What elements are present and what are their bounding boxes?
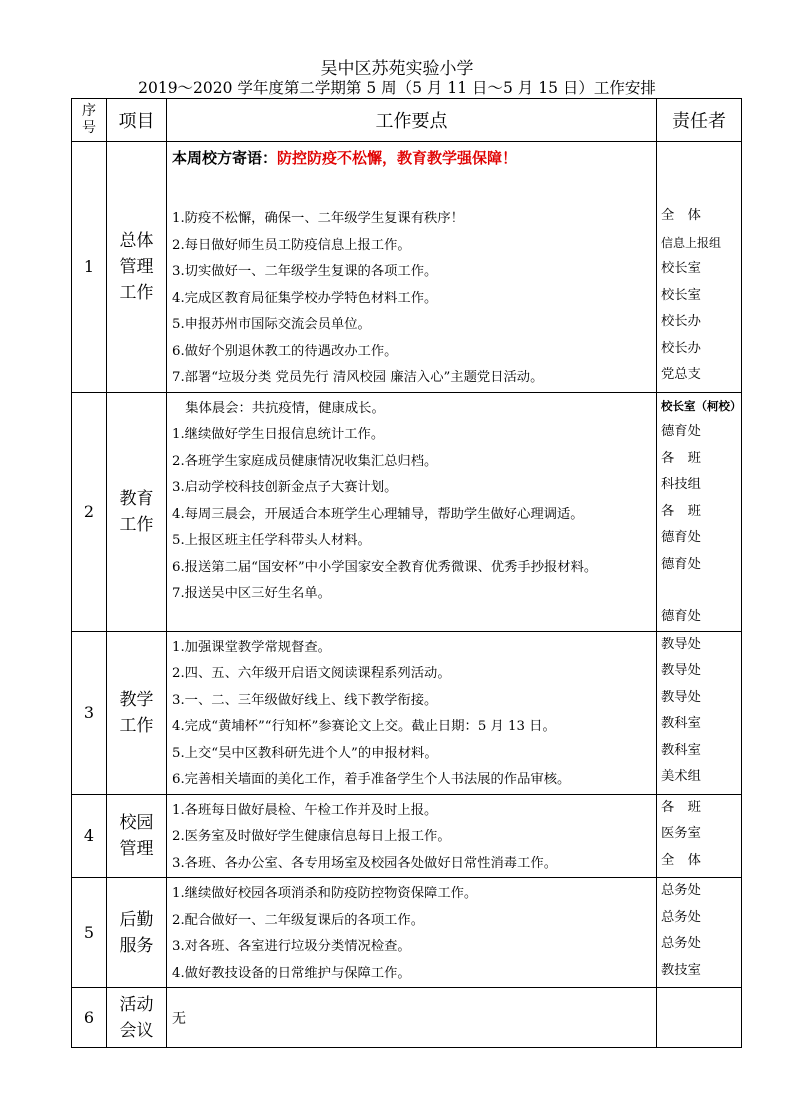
owner: 全 体 <box>661 852 701 868</box>
owner: 各 班 <box>661 450 701 466</box>
row-owners <box>657 988 742 1048</box>
row-number: 5 <box>72 878 107 988</box>
row-owners <box>657 631 742 794</box>
owner: 科技组 <box>661 477 701 492</box>
row-category <box>107 631 167 794</box>
owner: 各 班 <box>661 503 701 519</box>
school-title: 吴中区苏苑实验小学 <box>320 59 474 79</box>
list-item: 7.报送吴中区三好生名单。 <box>172 585 331 601</box>
row-category-label: 后勤 服务 <box>119 909 154 956</box>
row-category <box>107 988 167 1048</box>
header-points: 工作要点 <box>167 99 657 142</box>
row-category-label: 总体 管理 工作 <box>119 230 154 303</box>
table-row <box>72 794 742 878</box>
row-items <box>167 142 657 393</box>
header-seq: 序 号 <box>72 99 107 142</box>
owner: 校长室 <box>661 261 701 276</box>
list-item: 3.切实做好一、二年级学生复课的各项工作。 <box>172 264 438 279</box>
header-project: 项目 <box>107 99 167 142</box>
table-header-row <box>72 99 742 142</box>
list-item: 2.每日做好师生员工防疫信息上报工作。 <box>172 237 411 253</box>
row-category-label: 校园 管理 <box>119 812 154 859</box>
list-item: 6.报送第二届“国安杯”中小学国家安全教育优秀微课、优秀手抄报材料。 <box>172 559 598 575</box>
owner: 德育处 <box>661 556 701 572</box>
list-item: 2.医务室及时做好学生健康信息每日上报工作。 <box>172 829 451 844</box>
owner: 校长办 <box>661 340 701 356</box>
motto-text: 防控防疫不松懈，教育教学强保障！ <box>277 149 518 167</box>
row-category <box>107 794 167 878</box>
list-item: 6.做好个别退休教工的待遇改办工作。 <box>172 343 398 359</box>
row-items <box>167 631 657 794</box>
list-item: 2.各班学生家庭成员健康情况收集汇总归档。 <box>172 453 438 469</box>
motto-label: 本周校方寄语： <box>172 149 278 167</box>
header-owner: 责任者 <box>657 99 742 142</box>
row-category <box>107 392 167 631</box>
owner: 教科室 <box>661 742 701 758</box>
owner: 教导处 <box>661 689 701 705</box>
row-category <box>107 142 167 393</box>
list-item: 1.继续做好校园各项消杀和防疫防控物资保障工作。 <box>172 886 478 901</box>
list-item: 3.一、二、三年级做好线上、线下教学衔接。 <box>172 692 438 708</box>
owner: 教导处 <box>661 663 701 678</box>
table-row <box>72 631 742 794</box>
owner: 总务处 <box>661 883 701 898</box>
list-item: 4.每周三晨会，开展适合本班学生心理辅导，帮助学生做好心理调适。 <box>172 506 584 522</box>
owner: 校长办 <box>661 314 701 329</box>
list-item: 1.防疫不松懈，确保一、二年级学生复课有秩序！ <box>172 211 464 226</box>
row-number: 4 <box>72 794 107 878</box>
table-row <box>72 878 742 988</box>
list-item: 集体晨会：共抗疫情，健康成长。 <box>172 400 385 416</box>
owner: 教技室 <box>661 962 701 978</box>
owner: 校长室 <box>661 287 701 303</box>
list-item: 5.上交“吴中区教科研先进个人”的申报材料。 <box>172 745 438 761</box>
row-items <box>167 988 657 1048</box>
row-category-label: 教育 工作 <box>119 488 154 535</box>
list-item: 1.各班每日做好晨检、午检工作并及时上报。 <box>172 802 438 818</box>
list-item: 2.四、五、六年级开启语文阅读课程系列活动。 <box>172 666 451 681</box>
row-items <box>167 878 657 988</box>
row-number: 3 <box>72 631 107 794</box>
row-category-label: 教学 工作 <box>119 689 154 736</box>
owner: 教科室 <box>661 716 701 731</box>
work-schedule-table <box>71 98 742 1048</box>
list-item: 5.上报区班主任学科带头人材料。 <box>172 533 371 548</box>
owner: 教导处 <box>661 636 701 652</box>
list-item: 2.配合做好一、二年级复课后的各项工作。 <box>172 912 425 928</box>
row-owners <box>657 392 742 631</box>
row-number: 2 <box>72 392 107 631</box>
list-item: 1.加强课堂教学常规督查。 <box>172 639 331 655</box>
list-item: 3.对各班、各室进行垃圾分类情况检查。 <box>172 939 411 954</box>
owner: 总务处 <box>661 909 701 925</box>
row-number: 1 <box>72 142 107 393</box>
list-item: 7.部署“垃圾分类 党员先行 清风校园 廉洁入心”主题党日活动。 <box>172 370 544 385</box>
table-row <box>72 142 742 393</box>
row-owners <box>657 794 742 878</box>
list-item: 4.做好教技设备的日常维护与保障工作。 <box>172 965 411 981</box>
owner: 信息上报组 <box>661 235 722 250</box>
owner: 各 班 <box>661 799 701 815</box>
row-items <box>167 392 657 631</box>
row-category-label: 活动 会议 <box>119 994 154 1041</box>
owner: 德育处 <box>661 424 701 439</box>
owner: 美术组 <box>661 769 701 784</box>
owner: 德育处 <box>661 609 701 624</box>
list-item: 5.申报苏州市国际交流会员单位。 <box>172 317 371 332</box>
list-item: 4.完成“黄埔杯”“行知杯”参赛论文上交。截止日期：5 月 13 日。 <box>172 719 556 734</box>
list-item: 无 <box>172 1010 186 1027</box>
table-row <box>72 988 742 1048</box>
owner: 医务室 <box>661 826 701 841</box>
list-item: 4.完成区教育局征集学校办学特色材料工作。 <box>172 290 438 306</box>
list-item: 1.继续做好学生日报信息统计工作。 <box>172 427 385 442</box>
row-owners <box>657 878 742 988</box>
list-item: 3.启动学校科技创新金点子大赛计划。 <box>172 480 398 495</box>
row-number: 6 <box>72 988 107 1048</box>
list-item: 3.各班、各办公室、各专用场室及校园各处做好日常性消毒工作。 <box>172 855 557 871</box>
table-row <box>72 392 742 631</box>
owner: 全 体 <box>661 208 701 223</box>
row-category <box>107 878 167 988</box>
list-item: 6.完善相关墙面的美化工作，着手准备学生个人书法展的作品审核。 <box>172 772 571 787</box>
schedule-subtitle: 2019～2020 学年度第二学期第 5 周（5 月 11 日～5 月 15 日）工作安排 <box>138 79 656 97</box>
owner: 校长室（柯校） <box>661 398 742 413</box>
owner: 党总支 <box>661 367 701 382</box>
weekly-motto <box>172 145 652 188</box>
owner: 德育处 <box>661 530 701 545</box>
owner: 总务处 <box>661 936 701 951</box>
row-owners <box>657 142 742 393</box>
row-items <box>167 794 657 878</box>
